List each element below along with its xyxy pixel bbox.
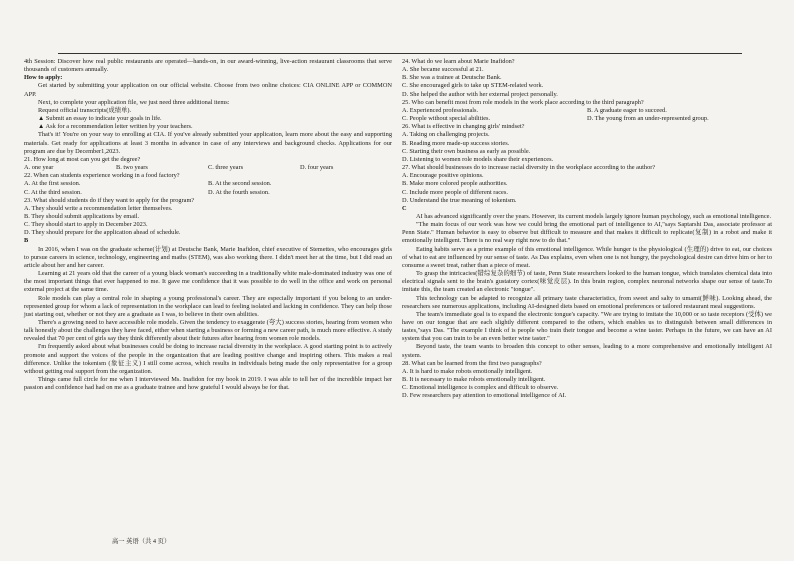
option: A. Encourage positive opinions. (402, 172, 484, 180)
question-26: 26. What is effective in changing girls' mindset? (402, 123, 525, 131)
passage-b-paragraph-3: Role models can play a central role in shaping a young professional's career. They are especially important if you belong to an under-represented group for whom a lack of representation in the workplace can lead to feeling isolated and lacking in confidence. They can help those just starting out, whether or not they are a graduate as I was, to believe in their own abilities. (24, 294, 392, 318)
passage-b-paragraph-2: Learning at 21 years old that the career of a young black woman's succeeding in a traditionally white male-dominated industry was one of the most important things that ever happened to me. It gave me confidence that it was possible to do well in the office and work on personal external project at the same time. (24, 270, 392, 294)
question-25-options-row-2 (402, 115, 772, 123)
question-21-options (24, 164, 392, 172)
right-column (402, 58, 772, 401)
section-b-heading: B (24, 237, 29, 245)
passage-c-paragraph-1: AI has advanced significantly over the years. However, its current models largely ignore human psychology, such as emotional intelligence. (416, 212, 772, 220)
passage-c-paragraph-3: Eating habits serve as a prime example of this emotional intelligence. While hunger is the physiological (生理的) drive to eat, our choices of what to eat are influenced by our sense of taste. As Das explains, even when one is not hungry, the psychological desire can drive him or her to consume a sweet treat, rather than a piece of meat. (402, 245, 772, 269)
option: B. At the second session. (208, 180, 272, 188)
apply-item-essay: ▲ Submit an essay to indicate your goals in life. (38, 115, 162, 123)
question-22: 22. When can students experience working in a food factory? (24, 172, 180, 180)
how-to-apply-heading: How to apply: (24, 74, 63, 82)
question-28: 28. What can be learned from the first two paragraphs? (402, 359, 542, 367)
option: A. It is hard to make robots emotionally intelligent. (402, 367, 533, 375)
option: A. Experienced professionals. (402, 106, 479, 114)
question-27: 27. What should businesses do to increase racial diversity in the workplace according to the author? (402, 164, 656, 172)
option: C. Starting their own business as early as possible. (402, 147, 531, 155)
apply-item-letter: ▲ Ask for a recommendation letter written by your teachers. (38, 123, 193, 131)
apply-paragraph-1: Get started by submitting your application on our official website. Choose from two online choices: CIA ONLINE APP or COMMON APP. (24, 82, 392, 98)
option: C. People without special abilities. (402, 115, 491, 123)
passage-c-paragraph-2: "The main focus of our work was how we could bring the emotional part of intelligence to AI,"says Saptarshi Das, associate professor at Penn State." Human behavior is easy to observe but difficult to measure and that makes it difficult to replicate(复制) in a robot and make it emotionally intelligent. There is no real way right now to do that." (402, 221, 772, 245)
option: B. Reading more made-up success stories. (402, 139, 510, 147)
session-4-text: 4th Session: Discover how real public restaurants are operated—hands-on, in our award-winning, live-action restaurant classrooms that serve thousands of customers annually. (24, 58, 392, 74)
option: B. A graduate eager to succeed. (587, 106, 667, 114)
apply-paragraph-3: That's it! You're on your way to enrolling at CIA. If you've already submitted your application, learn more about the easy and supporting materials. Get ready for applications at least 3 months in advance in case of any interviews and background checks. Applications for our program are due by December1,2023. (24, 131, 392, 155)
section-c-heading: C (402, 204, 407, 212)
option: A. one year (24, 164, 54, 172)
option: B. two years (116, 164, 148, 172)
option: D. Few researchers pay attention to emotional intelligence of AI. (402, 392, 567, 400)
question-22-options-row-2 (24, 189, 392, 197)
passage-b-paragraph-4: There's a growing need to have accessible role models. Given the tendency to exaggerate (夸大) success stories, hearing from women who talk honestly about the challenges they have faced, either when starting a business or forming a new career path, is much more effective. A study revealed that 70 per cent of girls say they think differently about their futures after hearing from women role models. (24, 319, 392, 343)
option: D. four years (300, 164, 334, 172)
option: C. She encouraged girls to take up STEM-related work. (402, 82, 544, 90)
passage-c-paragraph-7: Beyond taste, the team wants to broaden this concept to other senses, leading to a more comprehensive and emotionally intelligent AI system. (402, 343, 772, 359)
option: D. They should prepare for the application ahead of schedule. (24, 229, 181, 237)
option: B. It is necessary to make robots emotionally intelligent. (402, 376, 546, 384)
left-column (24, 58, 392, 392)
option: C. three years (208, 164, 244, 172)
passage-b-paragraph-6: Things came full circle for me when I interviewed Ms. Inafidon for my book in 2019. I was able to tell her of the incredible impact her passion and confidence had had on me as a graduate trainee and how grateful I would always be for that. (24, 376, 392, 392)
option: B. She was a trainee at Deutsche Bank. (402, 74, 502, 82)
option: D. The young from an under-represented group. (587, 115, 709, 123)
option: C. At the third session. (24, 188, 82, 196)
option: A. At the first session. (24, 180, 81, 188)
passage-c-paragraph-5: This technology can be adapted to recognize all primary taste characteristics, from sweet and salty to umami(鲜味). Looking ahead, the researchers see numerous applications, including AI-designed diets based on emotional preferences or tailored restaurant meal suggestions. (402, 294, 772, 310)
question-25-options-row-1 (402, 107, 772, 115)
option: C. Emotional intelligence is complex and difficult to observe. (402, 384, 559, 392)
question-23: 23. What should students do if they want to apply for the program? (24, 196, 195, 204)
option: A. She became successful at 21. (402, 66, 484, 74)
top-rule (58, 53, 742, 54)
passage-c-paragraph-6: The team's immediate goal is to expand the electronic tongue's capacity. "We are trying to imitate the 10,000 or so taste receptors (受体) we have on our tongue that are each slightly different compared to the others, which enables us to distinguish between small differences in tastes,"says Das. "The example I think of is people who train their tongue and become a wine taster. Perhaps in the future, we can have an AI system that you can train to be an even better wine taster." (402, 310, 772, 343)
question-24: 24. What do we learn about Marie Inafidon? (402, 58, 515, 65)
option: B. Make more colored people authorities. (402, 180, 508, 188)
option: D. She helped the author with her external project personally. (402, 90, 558, 98)
question-25: 25. Who can benefit most from role models in the work place according to the third paragraph? (402, 98, 644, 106)
option: D. Understand the true meaning of tokenism. (402, 196, 517, 204)
option: D. Listening to women role models share their experiences. (402, 155, 554, 163)
option: C. Include more people of different races. (402, 188, 508, 196)
page-footer: 高一 英语（共 4 页） (112, 538, 171, 545)
passage-c-paragraph-4: To grasp the intricacies(错综复杂的细节) of taste, Penn State researchers looked to the human tongue, which translates chemical data into electrical signals sent to the brain's gustatory cortex(味觉皮层). In this brain region, complex neuronal networks shape our sense of taste.To imitate this, the team created an electronic "tongue". (402, 270, 772, 294)
question-21: 21. How long at most can you get the degree? (24, 155, 141, 163)
apply-item-transcripts: Request official transcripts(成绩单). (38, 106, 132, 114)
option: A. They should write a recommendation letter themselves. (24, 204, 173, 212)
passage-b-paragraph-5: I'm frequently asked about what businesses could be doing to increase racial diversity in the workplace. A good starting point is to actively promote and support the voices of the people in the organization that are leading positive change and inspiring others. This makes a real difference. Unlike the tokenism (象征主义) I still come across, which results in individuals being made the only representative for a group without getting real support from the organization. (24, 343, 392, 375)
option: B. They should submit applications by email. (24, 212, 140, 220)
option: A. Taking on challenging projects. (402, 131, 490, 139)
option: D. At the fourth session. (208, 188, 270, 196)
apply-paragraph-2: Next, to complete your application file, we just need three additional items: (38, 98, 230, 106)
passage-b-paragraph-1: In 2016, when I was on the graduate scheme(计划) at Deutsche Bank, Marie Inafidon, chief executive of Stemettes, who encourages girls to pursue careers in science, technology, engineering and maths (STEM), was also working there. I didn't meet her at the time, but I did read an article about her and her career. (24, 245, 392, 269)
question-22-options-row-1 (24, 180, 392, 188)
option: C. They should start to apply in December 2023. (24, 221, 148, 229)
